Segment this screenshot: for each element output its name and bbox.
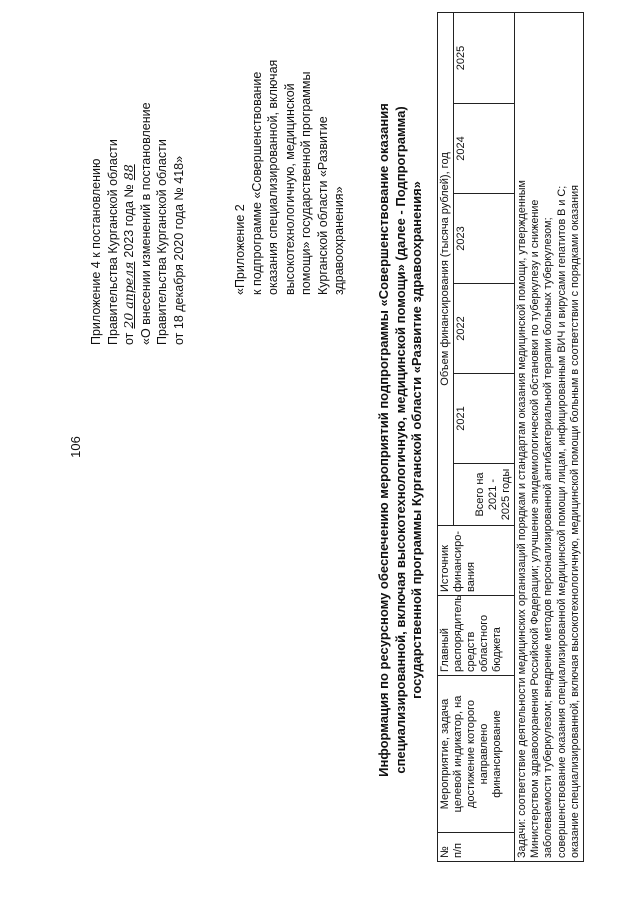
appendix-line: Правительства Курганской области — [155, 139, 169, 345]
header-num: № п/п — [438, 833, 515, 862]
handwritten-number: 88 — [121, 164, 136, 181]
tasks-line: совершенствование оказания специализированной медицинской помощи лицам, инфицированным ВИЧ и вирусами гепатитов В и С; — [555, 185, 568, 858]
header-manager: Главный распорядитель средств областного бюджета — [438, 596, 515, 676]
appendix-line: «О внесении изменений в постановление — [138, 102, 153, 345]
tasks-line: Министерством здравоохранения Российской Федерации; улучшение эпидемиологической обстановки по туберкулезу и снижение — [529, 199, 542, 858]
tasks-line: заболеваемости туберкулезом; внедрение методов персонализированной антибактериальной терапии больных туберкулезом; — [542, 217, 555, 858]
page-number: 106 — [68, 436, 83, 458]
table-row — [515, 12, 584, 861]
appendix-line: Правительства Курганской области — [105, 139, 120, 345]
appendix-header — [88, 45, 187, 345]
header-year: 2023 — [454, 194, 515, 284]
appendix2-line: к подпрограмме «Совершенствование — [249, 71, 264, 295]
document-title — [376, 35, 426, 845]
tasks-line: оказание специализированной, включая высокотехнологичную, медицинской помощи больным в соответствии с порядками оказания — [568, 185, 581, 858]
appendix2-line: высокотехнологичную, медицинской — [282, 83, 297, 295]
tasks-line: Задачи: соответствие деятельности медицинских организаций порядкам и стандартам оказания медицинской помощи, утвержденным — [516, 180, 528, 858]
appendix-date-prefix: от — [122, 332, 136, 345]
header-total: Всего на 2021 - 2025 годы — [454, 464, 515, 526]
header-year: 2021 — [454, 374, 515, 464]
appendix-line: от 18 декабря 2020 года № 418» — [171, 155, 186, 345]
appendix2-line: Курганской области «Развитие — [315, 116, 330, 295]
table-header-row — [438, 12, 454, 861]
header-year: 2024 — [454, 104, 515, 194]
header-volume: Объем финансирования (тысяча рублей), год — [438, 12, 454, 525]
handwritten-date: 20 апреля — [121, 261, 136, 329]
appendix2-line: оказания специализированной, включая — [266, 59, 280, 295]
appendix-line: Приложение 4 к постановлению — [89, 158, 103, 345]
appendix-2-header — [232, 30, 348, 295]
appendix2-line: помощи» государственной программы — [299, 71, 313, 295]
appendix-date-mid: 2023 года № — [122, 184, 136, 258]
tasks-cell — [515, 12, 584, 861]
header-measure: Мероприятие, задача целевой индикатор, на достижение которого направлено финансирование — [438, 676, 515, 833]
title-line: государственной программы Курганской области «Развитие здравоохранения» — [409, 181, 424, 699]
header-year: 2025 — [454, 12, 515, 103]
title-line: Информация по ресурсному обеспечению мероприятий подпрограммы «Совершенствование оказания — [376, 103, 391, 777]
financing-table — [437, 12, 584, 862]
appendix-date-line — [121, 45, 138, 345]
header-year: 2022 — [454, 284, 515, 374]
appendix2-line: «Приложение 2 — [233, 204, 247, 295]
appendix2-line: здравоохранения» — [332, 186, 346, 295]
title-line: специализированной, включая высокотехнологичную, медицинской помощи» (далее - Подпрограмма) — [392, 106, 408, 774]
header-source: Источник финансиро-вания — [438, 526, 515, 596]
